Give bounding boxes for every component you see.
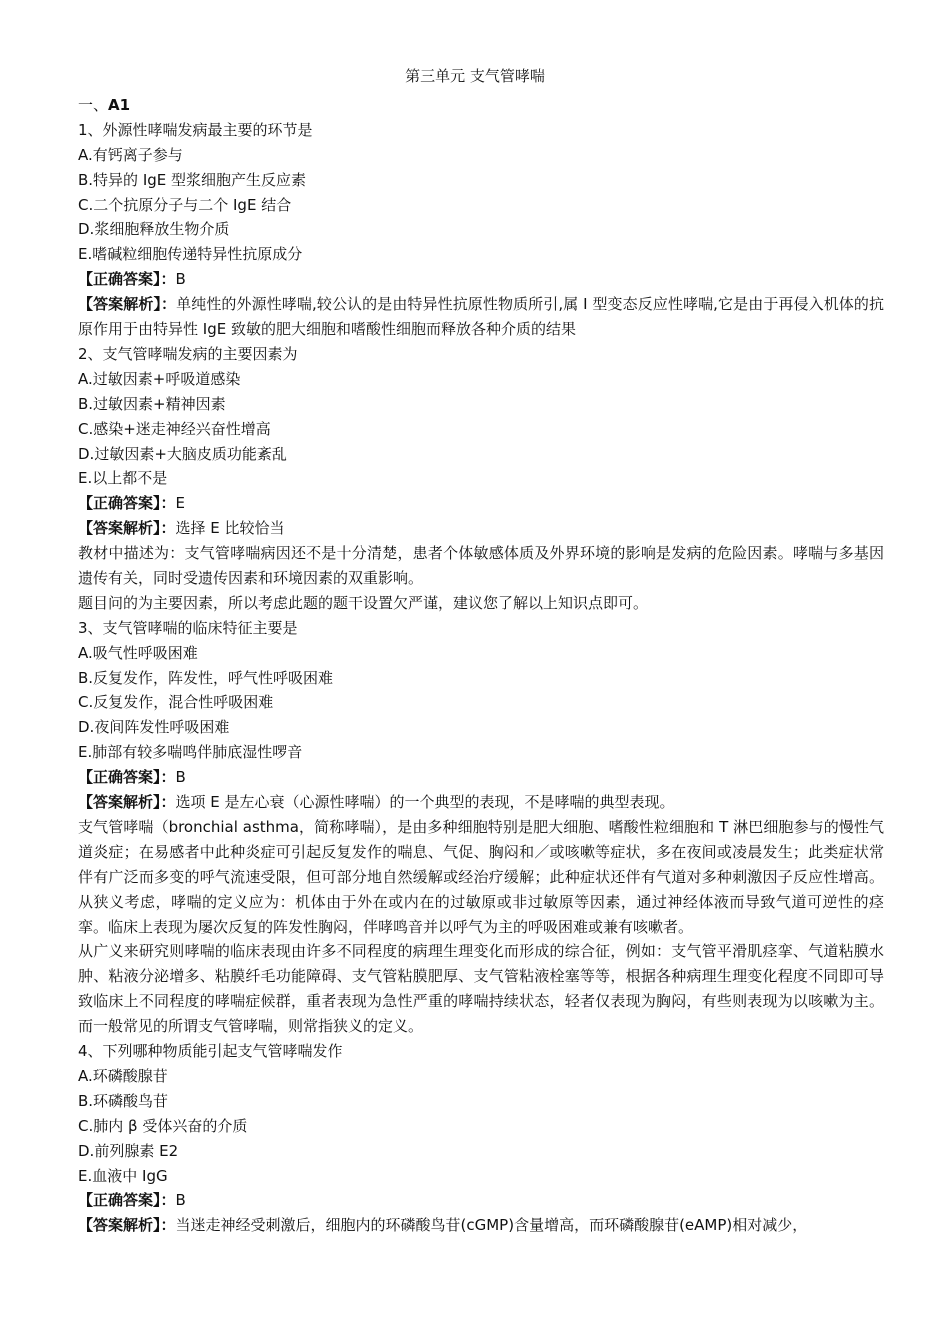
answer-analysis bbox=[78, 292, 884, 342]
option-c: C.反复发作，混合性呼吸困难 bbox=[78, 693, 274, 712]
question-stem: 2、支气管哮喘发病的主要因素为 bbox=[78, 344, 298, 363]
option-b: B.反复发作，阵发性，呼气性呼吸困难 bbox=[78, 668, 334, 687]
answer-label: 【正确答案】： bbox=[78, 270, 176, 289]
option-d: D.夜间阵发性呼吸困难 bbox=[78, 718, 230, 737]
option-c: C.二个抗原分子与二个 IgE 结合 bbox=[78, 195, 292, 214]
option-d: D.过敏因素+大脑皮质功能紊乱 bbox=[78, 444, 287, 463]
analysis-text: 当迷走神经受刺激后，细胞内的环磷酸鸟苷(cGMP)含量增高，而环磷酸腺苷(eAMP)相对减少， bbox=[175, 1216, 808, 1235]
option-a: A.有钙离子参与 bbox=[78, 145, 183, 164]
answer-analysis bbox=[78, 1213, 884, 1238]
option-e: E.以上都不是 bbox=[78, 469, 168, 488]
section-label: A1 bbox=[108, 96, 131, 114]
answer-label: 【正确答案】： bbox=[78, 1191, 176, 1210]
correct-answer bbox=[78, 267, 884, 292]
option-e: E.肺部有较多喘鸣伴肺底湿性啰音 bbox=[78, 743, 303, 762]
option-d: D.前列腺素 E2 bbox=[78, 1141, 179, 1160]
option-a: A.吸气性呼吸困难 bbox=[78, 643, 198, 662]
analysis-paragraph: 教材中描述为：支气管哮喘病因还不是十分清楚，患者个体敏感体质及外界环境的影响是发病的危险因素。哮喘与多基因遗传有关，同时受遗传因素和环境因素的双重影响。 bbox=[78, 544, 884, 587]
question-stem: 1、外源性哮喘发病最主要的环节是 bbox=[78, 120, 313, 139]
option-b: B.特异的 IgE 型浆细胞产生反应素 bbox=[78, 170, 307, 189]
correct-answer bbox=[78, 1188, 884, 1213]
option-c: C.肺内 β 受体兴奋的介质 bbox=[78, 1116, 248, 1135]
correct-answer bbox=[78, 765, 884, 790]
answer-analysis bbox=[78, 790, 884, 815]
analysis-label: 【答案解析】： bbox=[78, 519, 176, 538]
option-b: B.过敏因素+精神因素 bbox=[78, 394, 226, 413]
answer-value: E bbox=[175, 494, 185, 513]
page-title: 第三单元 支气管哮喘 bbox=[405, 67, 545, 85]
answer-value: B bbox=[175, 270, 186, 289]
question-block bbox=[78, 118, 884, 342]
option-c: C.感染+迷走神经兴奋性增高 bbox=[78, 419, 271, 438]
analysis-label: 【答案解析】： bbox=[78, 793, 176, 812]
answer-value: B bbox=[175, 768, 186, 787]
analysis-text: 单纯性的外源性哮喘,较公认的是由特异性抗原性物质所引,属 I 型变态反应性哮喘,它是由于再侵入机体的抗原作用于由特异性 IgE 致敏的肥大细胞和嗜酸性细胞而释放各种介质的结果 bbox=[78, 295, 884, 339]
analysis-paragraph: 题目问的为主要因素，所以考虑此题的题干设置欠严谨，建议您了解以上知识点即可。 bbox=[78, 593, 649, 612]
answer-value: B bbox=[175, 1191, 186, 1210]
analysis-label: 【答案解析】： bbox=[78, 295, 177, 314]
question-stem: 3、支气管哮喘的临床特征主要是 bbox=[78, 618, 298, 637]
analysis-label: 【答案解析】： bbox=[78, 1216, 176, 1235]
answer-label: 【正确答案】： bbox=[78, 768, 176, 787]
option-e: E.血液中 IgG bbox=[78, 1166, 168, 1185]
answer-label: 【正确答案】： bbox=[78, 494, 176, 513]
answer-analysis bbox=[78, 516, 884, 541]
analysis-text: 选择 E 比较恰当 bbox=[175, 519, 285, 538]
option-b: B.环磷酸鸟苷 bbox=[78, 1091, 169, 1110]
option-a: A.过敏因素+呼吸道感染 bbox=[78, 369, 241, 388]
question-block bbox=[78, 342, 884, 616]
question-stem: 4、下列哪种物质能引起支气管哮喘发作 bbox=[78, 1042, 343, 1061]
document-body bbox=[78, 93, 884, 1238]
section-heading bbox=[78, 93, 884, 118]
option-a: A.环磷酸腺苷 bbox=[78, 1066, 168, 1085]
analysis-paragraph: 支气管哮喘（bronchial asthma，简称哮喘），是由多种细胞特别是肥大细胞、嗜酸性粒细胞和 T 淋巴细胞参与的慢性气道炎症；在易感者中此种炎症可引起反复发作的喘息、气促、胸闷和／或咳嗽等症状，多在夜间或凌晨发生；此类症状常伴有广泛而多变的呼气流速受限，但可部分地自然缓解或经治疗缓解；此种症状还伴有气道对多种刺激因子反应性增高。 从狭义考虑，哮喘的定义应为：机体由于外在或内在的过敏原或非过敏原等因素，通过神经体液而导致气道可逆性的痉挛。临床上表现为屡次反复的阵发性胸闷，伴哮鸣音并以呼气为主的呼吸困难或兼有咳嗽者。 bbox=[78, 817, 884, 936]
question-block bbox=[78, 1039, 884, 1238]
section-prefix: 一、 bbox=[78, 96, 109, 114]
analysis-text: 选项 E 是左心衰（心源性哮喘）的一个典型的表现，不是哮喘的典型表现。 bbox=[175, 793, 675, 812]
question-block bbox=[78, 616, 884, 1039]
option-e: E.嗜碱粒细胞传递特异性抗原成分 bbox=[78, 245, 303, 264]
correct-answer bbox=[78, 491, 884, 516]
option-d: D.浆细胞释放生物介质 bbox=[78, 220, 230, 239]
analysis-paragraph: 从广义来研究则哮喘的临床表现由许多不同程度的病理生理变化而形成的综合征，例如：支气管平滑肌痉挛、气道粘膜水肿、粘液分泌增多、粘膜纤毛功能障碍、支气管粘膜肥厚、支气管粘液栓塞等等，根据各种病理生理变化程度不同即可导致临床上不同程度的哮喘症候群，重者表现为急性严重的哮喘持续状态，轻者仅表现为胸闷，有些则表现为以咳嗽为主。而一般常见的所谓支气管哮喘，则常指狭义的定义。 bbox=[78, 942, 884, 1036]
